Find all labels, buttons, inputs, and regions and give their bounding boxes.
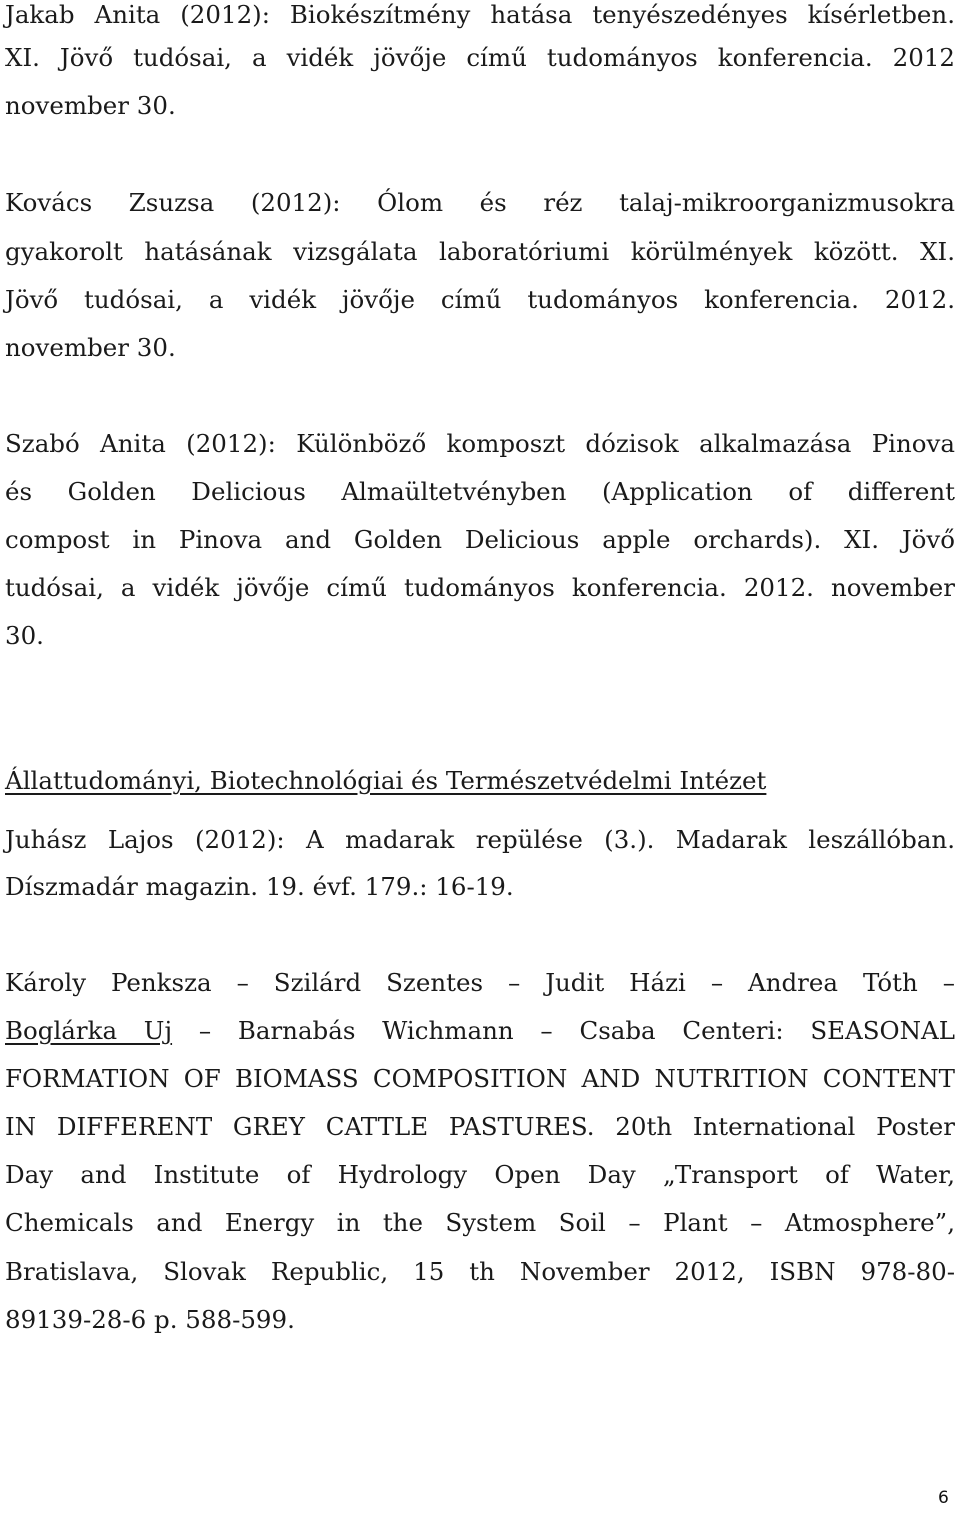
reference-line: Day and Institute of Hydrology Open Day „Transport of Water, xyxy=(5,1160,955,1189)
reference-line: Károly Penksza – Szilárd Szentes – Judit Házi – Andrea Tóth – xyxy=(5,968,955,997)
reference-line: Juhász Lajos (2012): A madarak repülése (3.). Madarak leszállóban. xyxy=(5,825,955,854)
reference-line: gyakorolt hatásának vizsgálata laboratóriumi körülmények között. XI. xyxy=(5,237,955,266)
reference-line: 89139-28-6 p. 588-599. xyxy=(5,1305,295,1334)
reference-line-mixed xyxy=(5,1016,955,1046)
reference-line: Jakab Anita (2012): Biokészítmény hatása tenyészedényes kísérletben. xyxy=(5,0,955,29)
underlined-author: Boglárka Uj xyxy=(5,1016,173,1045)
reference-line: és Golden Delicious Almaültetvényben (Application of different xyxy=(5,477,955,506)
section-heading: Állattudományi, Biotechnológiai és Természetvédelmi Intézet xyxy=(5,766,767,795)
reference-text: – Barnabás Wichmann – Csaba Centeri: SEASONAL xyxy=(172,1016,955,1045)
reference-line: compost in Pinova and Golden Delicious apple orchards). XI. Jövő xyxy=(5,525,955,554)
page-number: 6 xyxy=(938,1488,949,1508)
reference-line: IN DIFFERENT GREY CATTLE PASTURES. 20th International Poster xyxy=(5,1112,955,1141)
reference-line: FORMATION OF BIOMASS COMPOSITION AND NUTRITION CONTENT xyxy=(5,1064,955,1093)
reference-line: Jövő tudósai, a vidék jövője című tudományos konferencia. 2012. xyxy=(5,285,955,314)
reference-line: Kovács Zsuzsa (2012): Ólom és réz talaj-mikroorganizmusokra xyxy=(5,188,955,217)
reference-line: Szabó Anita (2012): Különböző komposzt dózisok alkalmazása Pinova xyxy=(5,429,955,458)
reference-line: Bratislava, Slovak Republic, 15 th November 2012, ISBN 978-80- xyxy=(5,1257,955,1286)
reference-line: tudósai, a vidék jövője című tudományos konferencia. 2012. november xyxy=(5,573,955,602)
reference-line: november 30. xyxy=(5,333,176,362)
reference-line: XI. Jövő tudósai, a vidék jövője című tudományos konferencia. 2012 xyxy=(5,43,955,72)
reference-line: Díszmadár magazin. 19. évf. 179.: 16-19. xyxy=(5,872,514,901)
reference-line: 30. xyxy=(5,621,44,650)
reference-line: Chemicals and Energy in the System Soil – Plant – Atmosphere”, xyxy=(5,1208,955,1237)
reference-line: november 30. xyxy=(5,91,176,120)
